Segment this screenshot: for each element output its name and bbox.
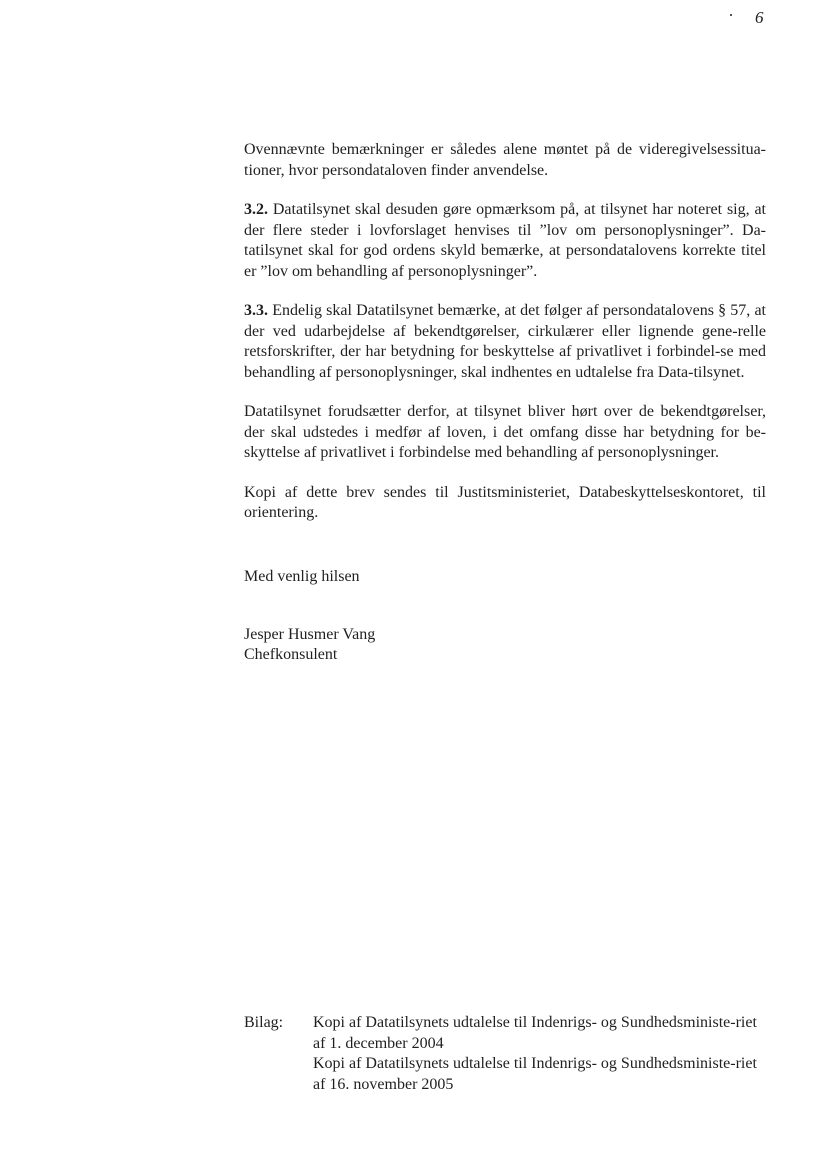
attachments-label: Bilag:: [244, 1014, 284, 1031]
paragraph-text: Kopi af dette brev sendes til Justitsministeriet, Databeskyttelseskontoret, til orientering.: [244, 483, 766, 521]
paragraph-copy: [244, 483, 766, 524]
scan-speck: [730, 14, 732, 16]
paragraph-text: Datatilsynet forudsætter derfor, at tilsynet bliver hørt over de bekendtgørelser, der skal udstedes i medfør af loven, i det omfang disse har betydning for be-skyttelse af privatlivet i forbindelse med behandling af personoplysninger.: [244, 403, 766, 461]
signature-block: [244, 625, 375, 665]
paragraph-text: Datatilsynet skal desuden gøre opmærksom på, at tilsynet har noteret sig, at der flere steder i lovforslaget henvises til ”lov om personoplysninger”. Da-tatilsynet skal for god ordens skyld bemærke, at persondatalovens korrekte titel er ”lov om behandling af personoplysninger”.: [244, 201, 767, 280]
paragraph-intro: [244, 140, 766, 181]
attachment-item: Kopi af Datatilsynets udtalelse til Indenrigs- og Sundhedsministe-riet af 16. november 2005: [313, 1055, 757, 1093]
paragraph-text: Ovennævnte bemærkninger er således alene møntet på de videregivelsessitua-tioner, hvor persondataloven finder anvendelse.: [244, 141, 766, 179]
paragraph-3-2: [244, 200, 766, 282]
paragraph-text: Endelig skal Datatilsynet bemærke, at det følger af persondatalovens § 57, at der ved udarbejdelse af bekendtgørelser, cirkulærer eller lignende gene-relle retsforskrifter, der har betydning for beskyttelse af privatlivet i forbindel-se med behandling af personoplysninger, skal indhentes en udtalelse fra Data-tilsynet.: [244, 302, 767, 381]
paragraph-3-3: [244, 301, 766, 383]
attachments-list: [313, 1013, 768, 1095]
signer-name: Jesper Husmer Vang: [244, 626, 376, 643]
closing-greeting: Med venlig hilsen: [244, 568, 360, 585]
page-number: 6: [755, 8, 764, 27]
section-number: 3.3.: [244, 302, 268, 319]
letter-body: [244, 140, 766, 543]
attachment-item: Kopi af Datatilsynets udtalelse til Indenrigs- og Sundhedsministe-riet af 1. december 2004: [313, 1014, 757, 1052]
section-number: 3.2.: [244, 201, 268, 218]
signer-title: Chefkonsulent: [244, 646, 338, 663]
paragraph-consultation: [244, 402, 766, 464]
